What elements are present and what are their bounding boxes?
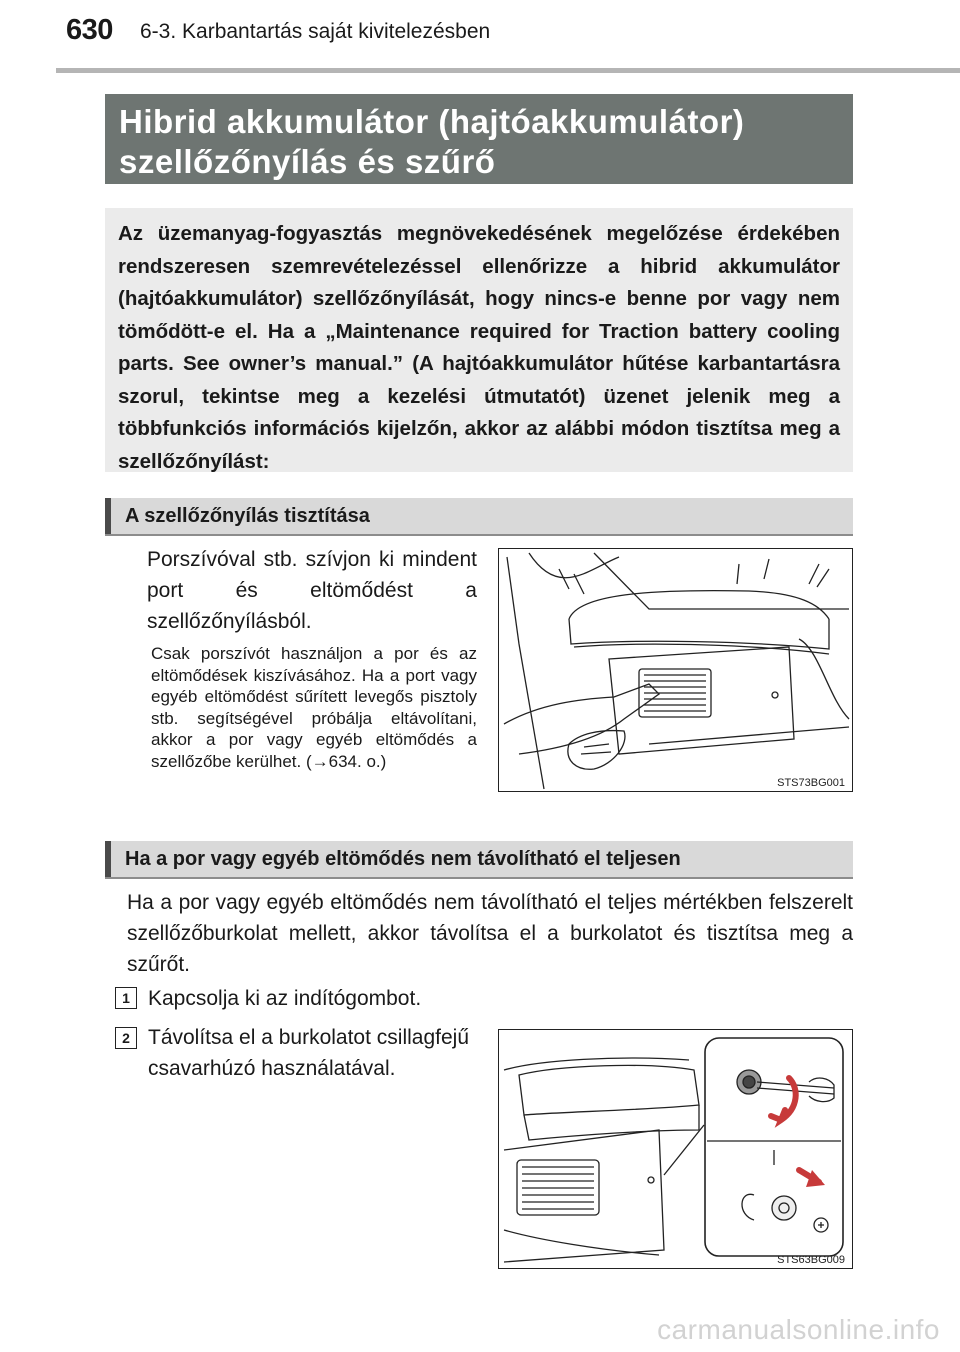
figure-remove-cover [498, 1029, 853, 1269]
not-removable-text: Ha a por vagy egyéb eltömődés nem távolítható el teljes mértékben felszerelt szellőzőburkolat mellett, akkor távolítsa el a burkolatot és tisztítsa meg a szűrőt. [127, 891, 853, 976]
header-rule [56, 68, 960, 73]
clean-vent-note [151, 643, 477, 772]
page-number: 630 [66, 14, 113, 46]
intro-paragraph: Az üzemanyag-fogyasztás megnövekedésének megelőzése érdekében rendszeresen szemrevételezéssel ellenőrizze a hibrid akkumulátor (hajtóakkumulátor) szellőzőnyílását, hogy nincs-e benne por vagy nem tömődött-e el. Ha a „Maintenance required for Traction battery cooling parts. See owner’s manual.” (A hajtóakkumulátor hűtése karbantartásra szorul, tekintse meg a kezelési útmutatót) üzenet jelenik meg a többfunkciós információs kijelzőn, akkor az alábbi módon tisztítsa meg a szellőzőnyílást: [105, 208, 853, 472]
step-text-1: Kapcsolja ki az indítógombot. [148, 987, 422, 1010]
watermark: carmanualsonline.info [657, 1314, 940, 1345]
subheading-clean-vent: A szellőzőnyílás tisztítása [105, 498, 853, 536]
remove-cover-illustration [499, 1030, 851, 1267]
page-title [105, 94, 853, 184]
step-number-2: 2 [115, 1027, 137, 1049]
figure-code: STS63BG009 [777, 1254, 845, 1266]
figure-vacuum-vent [498, 548, 853, 792]
step-text-2: Távolítsa el a burkolatot csillagfejű csavarhúzó használatával. [148, 1026, 469, 1080]
page-title-line-2: szellőzőnyílás és szűrő [119, 143, 496, 180]
arrow-icon: → [311, 751, 329, 771]
figure-code: STS73BG001 [777, 777, 845, 789]
note-text: Csak porszívót használjon a por és az eltömődések kiszívásához. Ha a port vagy egyéb eltömődést sűrített levegős pisztoly stb. segítségével próbálja eltávolítani, akkor a por vagy egyéb eltömődés a szellőzőbe kerülhet. ( [151, 644, 477, 771]
note-page-ref: 634. o.) [328, 751, 387, 771]
subheading-not-removable: Ha a por vagy egyéb eltömődés nem távolítható el teljesen [105, 841, 853, 879]
page-title-line-1: Hibrid akkumulátor (hajtóakkumulátor) [119, 103, 745, 140]
section-heading: 6-3. Karbantartás saját kivitelezésben [140, 20, 491, 43]
step-number-1: 1 [115, 987, 137, 1009]
clean-vent-text: Porszívóval stb. szívjon ki mindent port és eltömődést a szellőzőnyílásból. [147, 548, 477, 633]
vacuum-vent-illustration [499, 549, 851, 790]
